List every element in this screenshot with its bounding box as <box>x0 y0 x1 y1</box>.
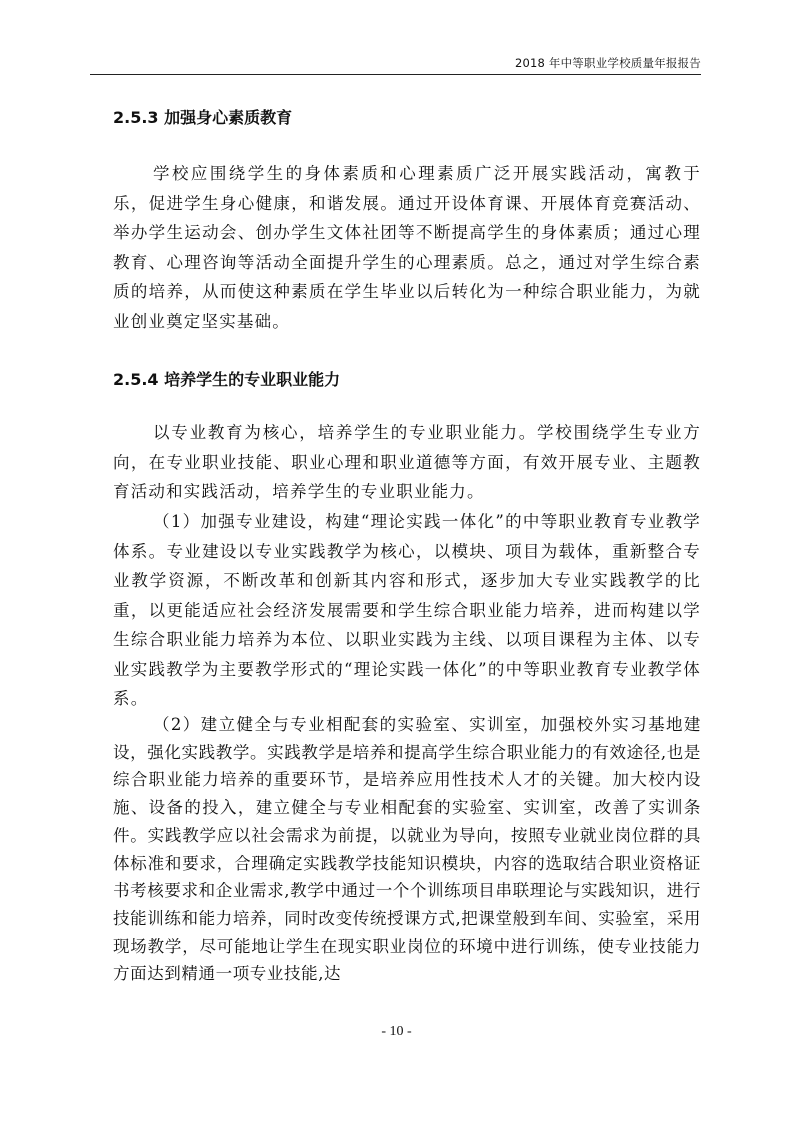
section-heading-2-5-3: 2.5.3 加强身心素质教育 <box>113 108 293 127</box>
paragraph-physical-mental-quality: 学校应围绕学生的身体素质和心理素质广泛开展实践活动，寓教于乐，促进学生身心健康，和谐发展。通过开设体育课、开展体育竞赛活动、举办学生运动会、创办学生文体社团等不断提高学生的身体素质；通过心理教育、心理咨询等活动全面提升学生的心理素质。总之，通过对学生综合素质的培养，从而使这种素质在学生毕业以后转化为一种综合职业能力，为就业创业奠定坚实基础。 <box>113 164 701 331</box>
header-rule <box>90 74 701 75</box>
page-number: - 10 - <box>381 1024 412 1039</box>
section-heading-2-5-4: 2.5.4 培养学生的专业职业能力 <box>113 370 341 389</box>
paragraph-item-2-practice-teaching: （2）建立健全与专业相配套的实验室、实训室，加强校外实习基地建设，强化实践教学。实践教学是培养和提高学生综合职业能力的有效途径,也是综合职业能力培养的重要环节，是培养应用性技术人才的关键。加大校内设施、设备的投入，建立健全与专业相配套的实验室、实训室，改善了实训条件。实践教学应以社会需求为前提，以就业为导向，按照专业就业岗位群的具体标准和要求，合理确定实践教学技能知识模块，内容的选取结合职业资格证书考核要求和企业需求,教学中通过一个个训练项目串联理论与实践知识，进行技能训练和能力培养，同时改变传统授课方式,把课堂般到车间、实验室，采用现场教学，尽可能地让学生在现实职业岗位的环境中进行训练，使专业技能力方面达到精通一项专业技能,达 <box>113 715 701 984</box>
paragraph-professional-ability-intro: 以专业教育为核心，培养学生的专业职业能力。学校围绕学生专业方向，在专业职业技能、职业心理和职业道德等方面，有效开展专业、主题教育活动和实践活动，培养学生的专业职业能力。 <box>113 423 701 501</box>
page-header-title: 2018 年中等职业学校质量年报报告 <box>514 56 701 70</box>
paragraph-item-1-professional-construction: （1）加强专业建设，构建“理论实践一体化”的中等职业教育专业教学体系。专业建设以专业实践教学为核心，以模块、项目为载体，重新整合专业教学资源，不断改革和创新其内容和形式，逐步加大专业实践教学的比重，以更能适应社会经济发展需要和学生综合职业能力培养，进而构建以学生综合职业能力培养为本位、以职业实践为主线、以项目课程为主体、以专业实践教学为主要教学形式的“理论实践一体化”的中等职业教育专业教学体系。 <box>113 512 701 708</box>
